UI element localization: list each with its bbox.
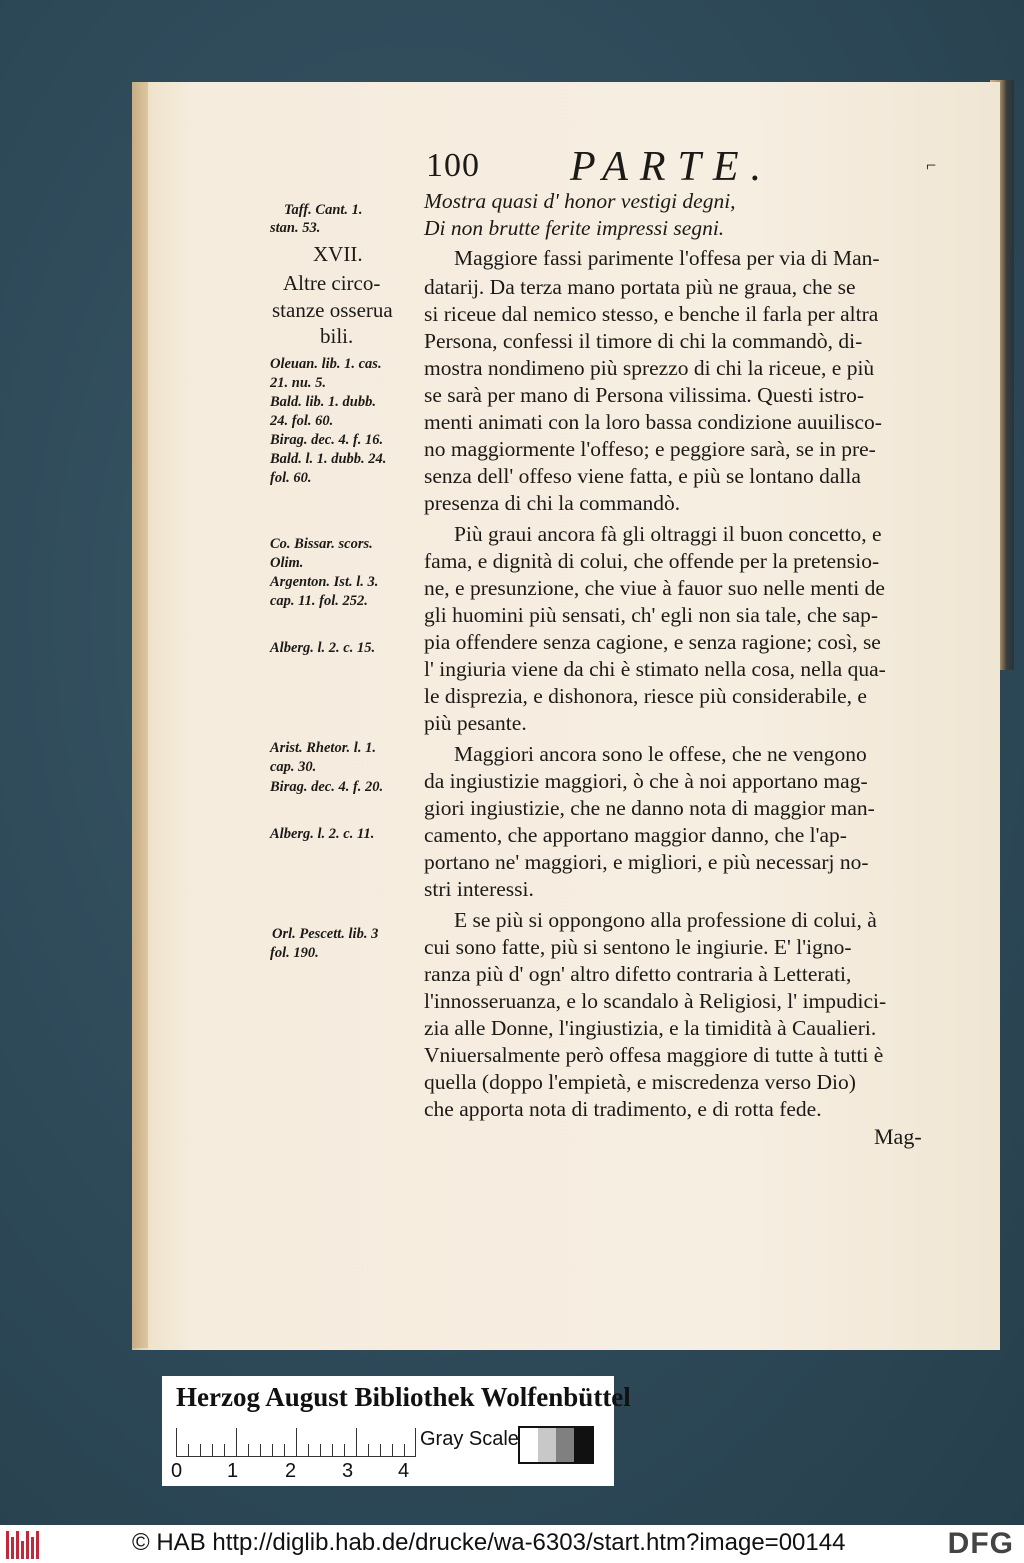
text-line: quella (doppo l'empietà, e miscredenza verso Dio) xyxy=(424,1070,856,1094)
margin-note: Co. Bissar. scors. xyxy=(270,536,373,552)
text-line: zia alle Donne, l'ingiustizia, e la timidità à Caualieri. xyxy=(424,1016,877,1040)
section-heading: Altre circo- xyxy=(283,271,381,295)
gray-swatch xyxy=(538,1428,556,1462)
ruler-tick xyxy=(356,1428,357,1456)
text-line: cui sono fatte, più si sentono le ingiurie. E' l'igno- xyxy=(424,935,852,959)
ruler-tick xyxy=(368,1444,369,1456)
text-line: le disprezia, e dishonora, riesce più considerabile, e xyxy=(424,684,867,708)
text-line: che apporta nota di tradimento, e di rotta fede. xyxy=(424,1097,822,1121)
ruler-tick xyxy=(344,1444,345,1456)
text-line: fama, e dignità di colui, che offende per la pretensio- xyxy=(424,549,880,573)
text-line: stri interessi. xyxy=(424,877,534,901)
ruler-tick xyxy=(260,1444,261,1456)
text-line: menti animati con la loro bassa condizione auuilisco- xyxy=(424,410,882,434)
margin-note: Bald. l. 1. dubb. 24. xyxy=(270,451,387,467)
ruler-tick xyxy=(296,1428,297,1456)
ruler-tick xyxy=(188,1444,189,1456)
ruler-tick xyxy=(415,1428,416,1456)
margin-note: cap. 11. fol. 252. xyxy=(270,593,368,609)
ruler-tick xyxy=(200,1444,201,1456)
text-line: camento, che apportano maggior danno, che l'ap- xyxy=(424,823,847,847)
margin-note: fol. 60. xyxy=(270,470,312,486)
margin-note: 24. fol. 60. xyxy=(270,413,334,429)
text-line: più pesante. xyxy=(424,711,527,735)
source-link[interactable]: © HAB http://diglib.hab.de/drucke/wa-6303/start.htm?image=00144 xyxy=(132,1529,846,1556)
margin-note: Olim. xyxy=(270,555,304,571)
hab-logo-icon xyxy=(6,1531,42,1559)
ruler-tick xyxy=(404,1444,405,1456)
ruler xyxy=(176,1428,416,1457)
text-line: Maggiori ancora sono le offese, che ne vengono xyxy=(454,742,867,766)
ruler-tick xyxy=(320,1444,321,1456)
text-line: gli huomini più sensati, ch' egli non sia tale, che sap- xyxy=(424,603,879,627)
page-title: PARTE. xyxy=(570,144,774,190)
gray-swatch xyxy=(574,1428,592,1462)
gray-swatch xyxy=(556,1428,574,1462)
ruler-tick xyxy=(380,1444,381,1456)
text-line: datarij. Da terza mano portata più ne graua, che se xyxy=(424,275,856,299)
ruler-tick xyxy=(332,1444,333,1456)
footer-bar xyxy=(0,1525,1024,1563)
scale-number: 3 xyxy=(342,1460,354,1482)
margin-note: Alberg. l. 2. c. 15. xyxy=(270,640,376,656)
text-line: da ingiustizie maggiori, ò che à noi apportano mag- xyxy=(424,769,868,793)
text-line: l' ingiuria viene da chi è stimato nella cosa, nella qua- xyxy=(424,657,886,681)
ruler-tick xyxy=(272,1444,273,1456)
verse-line: Di non brutte ferite impressi segni. xyxy=(424,216,725,240)
margin-note: Oleuan. lib. 1. cas. xyxy=(270,356,382,372)
text-line: l'innosseruanza, e lo scandalo à Religiosi, l' impudici- xyxy=(424,989,887,1013)
catchword: Mag- xyxy=(874,1124,922,1149)
margin-note: Birag. dec. 4. f. 16. xyxy=(270,432,384,448)
ruler-tick xyxy=(212,1444,213,1456)
corner-mark: ⌐ xyxy=(926,155,937,175)
margin-note: Arist. Rhetor. l. 1. xyxy=(270,740,376,756)
ruler-tick xyxy=(236,1428,237,1456)
text-line: Persona, confessi il timore di chi la commandò, di- xyxy=(424,329,863,353)
text-line: ne, e presunzione, che viue à fauor suo nelle menti de xyxy=(424,576,885,600)
margin-note: Argenton. Ist. l. 3. xyxy=(270,574,379,590)
margin-note: Taff. Cant. 1. xyxy=(284,202,363,218)
text-line: Maggiore fassi parimente l'offesa per via di Man- xyxy=(454,246,880,270)
text-line: si riceue dal nemico stesso, e benche il farla per altra xyxy=(424,302,879,326)
text-line: Più graui ancora fà gli oltraggi il buon concetto, e xyxy=(454,522,882,546)
margin-note: fol. 190. xyxy=(270,945,319,961)
text-line: no maggiormente l'offeso; e peggiore sarà, se in pre- xyxy=(424,437,876,461)
library-scale-bar xyxy=(162,1376,631,1486)
gray-scale-label: Gray Scale xyxy=(420,1428,519,1450)
ruler-tick xyxy=(284,1444,285,1456)
ruler-tick xyxy=(176,1428,177,1456)
scale-number: 1 xyxy=(227,1460,239,1482)
text-line: giori ingiustizie, che ne danno nota di maggior man- xyxy=(424,796,875,820)
margin-note: Orl. Pescett. lib. 3 xyxy=(272,926,379,942)
ruler-tick xyxy=(224,1444,225,1456)
page-gutter xyxy=(132,82,148,1348)
margin-note: cap. 30. xyxy=(270,759,317,775)
text-line: senza dell' offeso viene fatta, e più se lontano dalla xyxy=(424,464,861,488)
margin-note: stan. 53. xyxy=(270,220,321,236)
scale-number: 0 xyxy=(171,1460,183,1482)
dfg-logo: DFG xyxy=(947,1527,1014,1560)
running-header xyxy=(426,144,966,190)
text-line: ranza più d' ogn' altro difetto contraria à Letterati, xyxy=(424,962,852,986)
margin-note: Alberg. l. 2. c. 11. xyxy=(270,826,375,842)
text-line: Vniuersalmente però offesa maggiore di tutte à tutti è xyxy=(424,1043,884,1067)
text-line: E se più si oppongono alla professione di colui, à xyxy=(454,908,877,932)
verse-line: Mostra quasi d' honor vestigi degni, xyxy=(424,189,736,213)
ruler-tick xyxy=(308,1444,309,1456)
scale-number: 2 xyxy=(285,1460,297,1482)
section-heading: stanze osserua xyxy=(272,298,393,322)
ruler-tick xyxy=(392,1444,393,1456)
gray-scale-swatches xyxy=(518,1426,594,1464)
text-line: mostra nondimeno più sprezzo di chi la riceue, e più xyxy=(424,356,875,380)
scale-number: 4 xyxy=(398,1460,410,1482)
text-line: se sarà per mano di Persona vilissima. Questi istro- xyxy=(424,383,865,407)
library-title: Herzog August Bibliothek Wolfenbüttel xyxy=(176,1382,631,1412)
text-line: pia offendere senza cagione, e senza ragione; così, se xyxy=(424,630,881,654)
text-line: portano ne' maggiori, e migliori, e più necessarj no- xyxy=(424,850,869,874)
margin-note: 21. nu. 5. xyxy=(270,375,327,391)
gray-swatch xyxy=(520,1428,538,1462)
margin-note: Birag. dec. 4. f. 20. xyxy=(270,779,384,795)
section-heading: bili. xyxy=(320,324,354,348)
ruler-tick xyxy=(248,1444,249,1456)
margin-note: Bald. lib. 1. dubb. xyxy=(270,394,376,410)
page-number: 100 xyxy=(426,147,480,184)
text-line: presenza di chi la commandò. xyxy=(424,491,681,515)
section-number: XVII. xyxy=(313,242,363,266)
